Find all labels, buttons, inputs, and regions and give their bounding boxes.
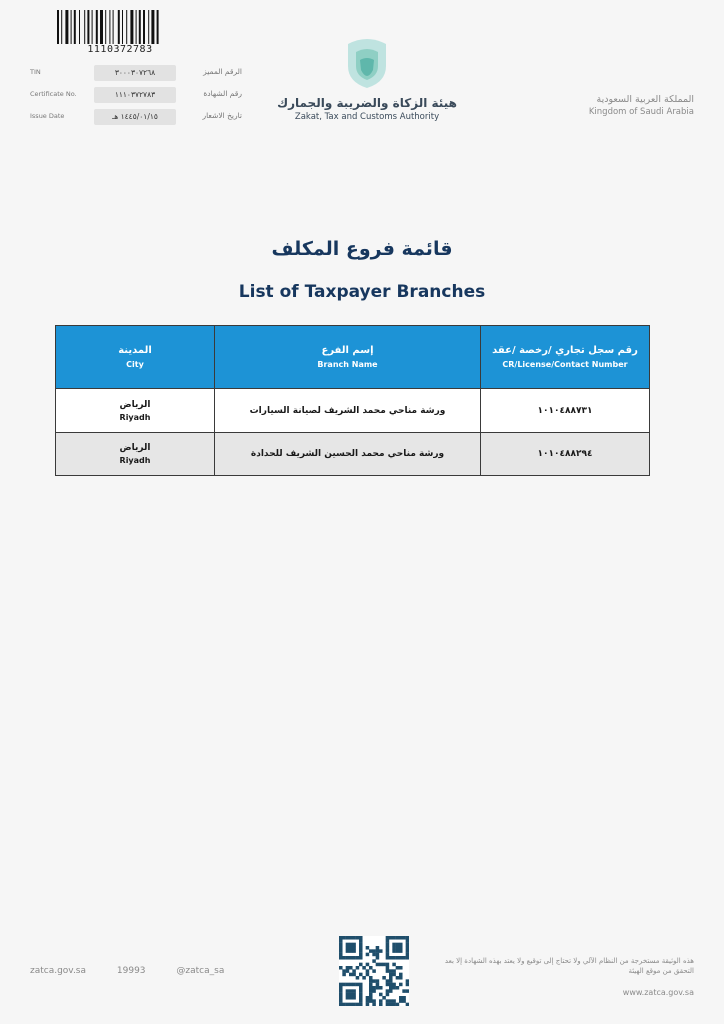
info-row-tin — [30, 64, 240, 86]
certificate-info — [30, 64, 240, 130]
table-row — [56, 389, 650, 433]
barcode-number: 1110372783 — [56, 44, 184, 55]
tin-label-en: TIN — [30, 68, 41, 76]
column-header-branch-name — [215, 326, 481, 389]
barcode-bars — [56, 10, 184, 46]
cell-city — [56, 433, 215, 476]
column-header-branch-name-ar: إسم الفرع — [321, 345, 374, 356]
column-header-number-en: CR/License/Contact Number — [502, 360, 628, 369]
kingdom-name-ar: المملكة العربية السعودية — [596, 94, 694, 105]
kingdom-name-en: Kingdom of Saudi Arabia — [588, 107, 694, 117]
authority-name-ar: هيئة الزكاة والضريبة والجمارك — [277, 96, 457, 110]
info-row-certificate — [30, 86, 240, 108]
column-header-city — [56, 326, 215, 389]
kingdom-block — [589, 94, 694, 117]
certificate-label-ar: رقم الشهادة — [203, 89, 242, 98]
cell-number: ١٠١٠٤٨٨٢٩٤ — [481, 433, 650, 476]
cell-branch-name: ورشة مناحي محمد الحسين الشريف للحدادة — [215, 433, 481, 476]
branches-table — [55, 325, 650, 476]
column-header-city-ar: المدينة — [118, 345, 152, 356]
footer-verification-note: هذه الوثيقة مستخرجة من النظام الآلي ولا تحتاج إلى توقيع ولا يعتد بهذه الشهادة إلا بعد التحقق من موقع الهيئة — [444, 957, 694, 975]
footer-website: zatca.gov.sa — [30, 966, 87, 976]
issue-date-label-ar: تاريخ الاشعار — [202, 111, 242, 120]
zatca-emblem-icon — [342, 36, 392, 90]
page-title-ar: قائمة فروع المكلف — [271, 238, 453, 260]
issue-date-label-en: Issue Date — [30, 112, 65, 120]
column-header-branch-name-en: Branch Name — [317, 360, 378, 369]
authority-name-en: Zakat, Tax and Customs Authority — [294, 112, 440, 122]
zatca-logo — [262, 36, 472, 122]
cell-city — [56, 389, 215, 433]
footer-verify-url: www.zatca.gov.sa — [622, 988, 694, 997]
column-header-number-ar: رقم سجل تجاري /رخصة /عقد — [492, 345, 638, 356]
city-ar: الرياض — [119, 443, 151, 453]
certificate-value: ١١١٠٣٧٢٧٨٣ — [94, 87, 176, 103]
cell-number: ١٠١٠٤٨٨٧٣١ — [481, 389, 650, 433]
cell-branch-name: ورشة مناحي محمد الشريف لصيانة السيارات — [215, 389, 481, 433]
page-title-en: List of Taxpayer Branches — [238, 282, 486, 302]
certificate-label-en: Certificate No. — [30, 90, 77, 98]
tin-value: ٣٠٠٠٣٠٧٢٦٨ — [94, 65, 176, 81]
table-row — [56, 433, 650, 476]
tin-label-ar: الرقم المميز — [203, 67, 242, 76]
info-row-issue-date — [30, 108, 240, 130]
footer-phone: 19993 — [116, 966, 146, 976]
table-header-row — [56, 326, 650, 389]
footer-handle: @zatca_sa — [176, 966, 225, 976]
city-ar: الرياض — [119, 399, 151, 410]
barcode — [56, 10, 184, 58]
city-en: Riyadh — [119, 412, 151, 422]
issue-date-value: ١٤٤٥/٠١/١٥ هـ — [94, 109, 176, 125]
column-header-city-en: City — [126, 360, 144, 369]
column-header-number — [481, 326, 650, 389]
city-en: Riyadh — [119, 456, 151, 465]
qr-code-icon — [339, 936, 409, 1006]
footer-contacts — [30, 966, 252, 976]
